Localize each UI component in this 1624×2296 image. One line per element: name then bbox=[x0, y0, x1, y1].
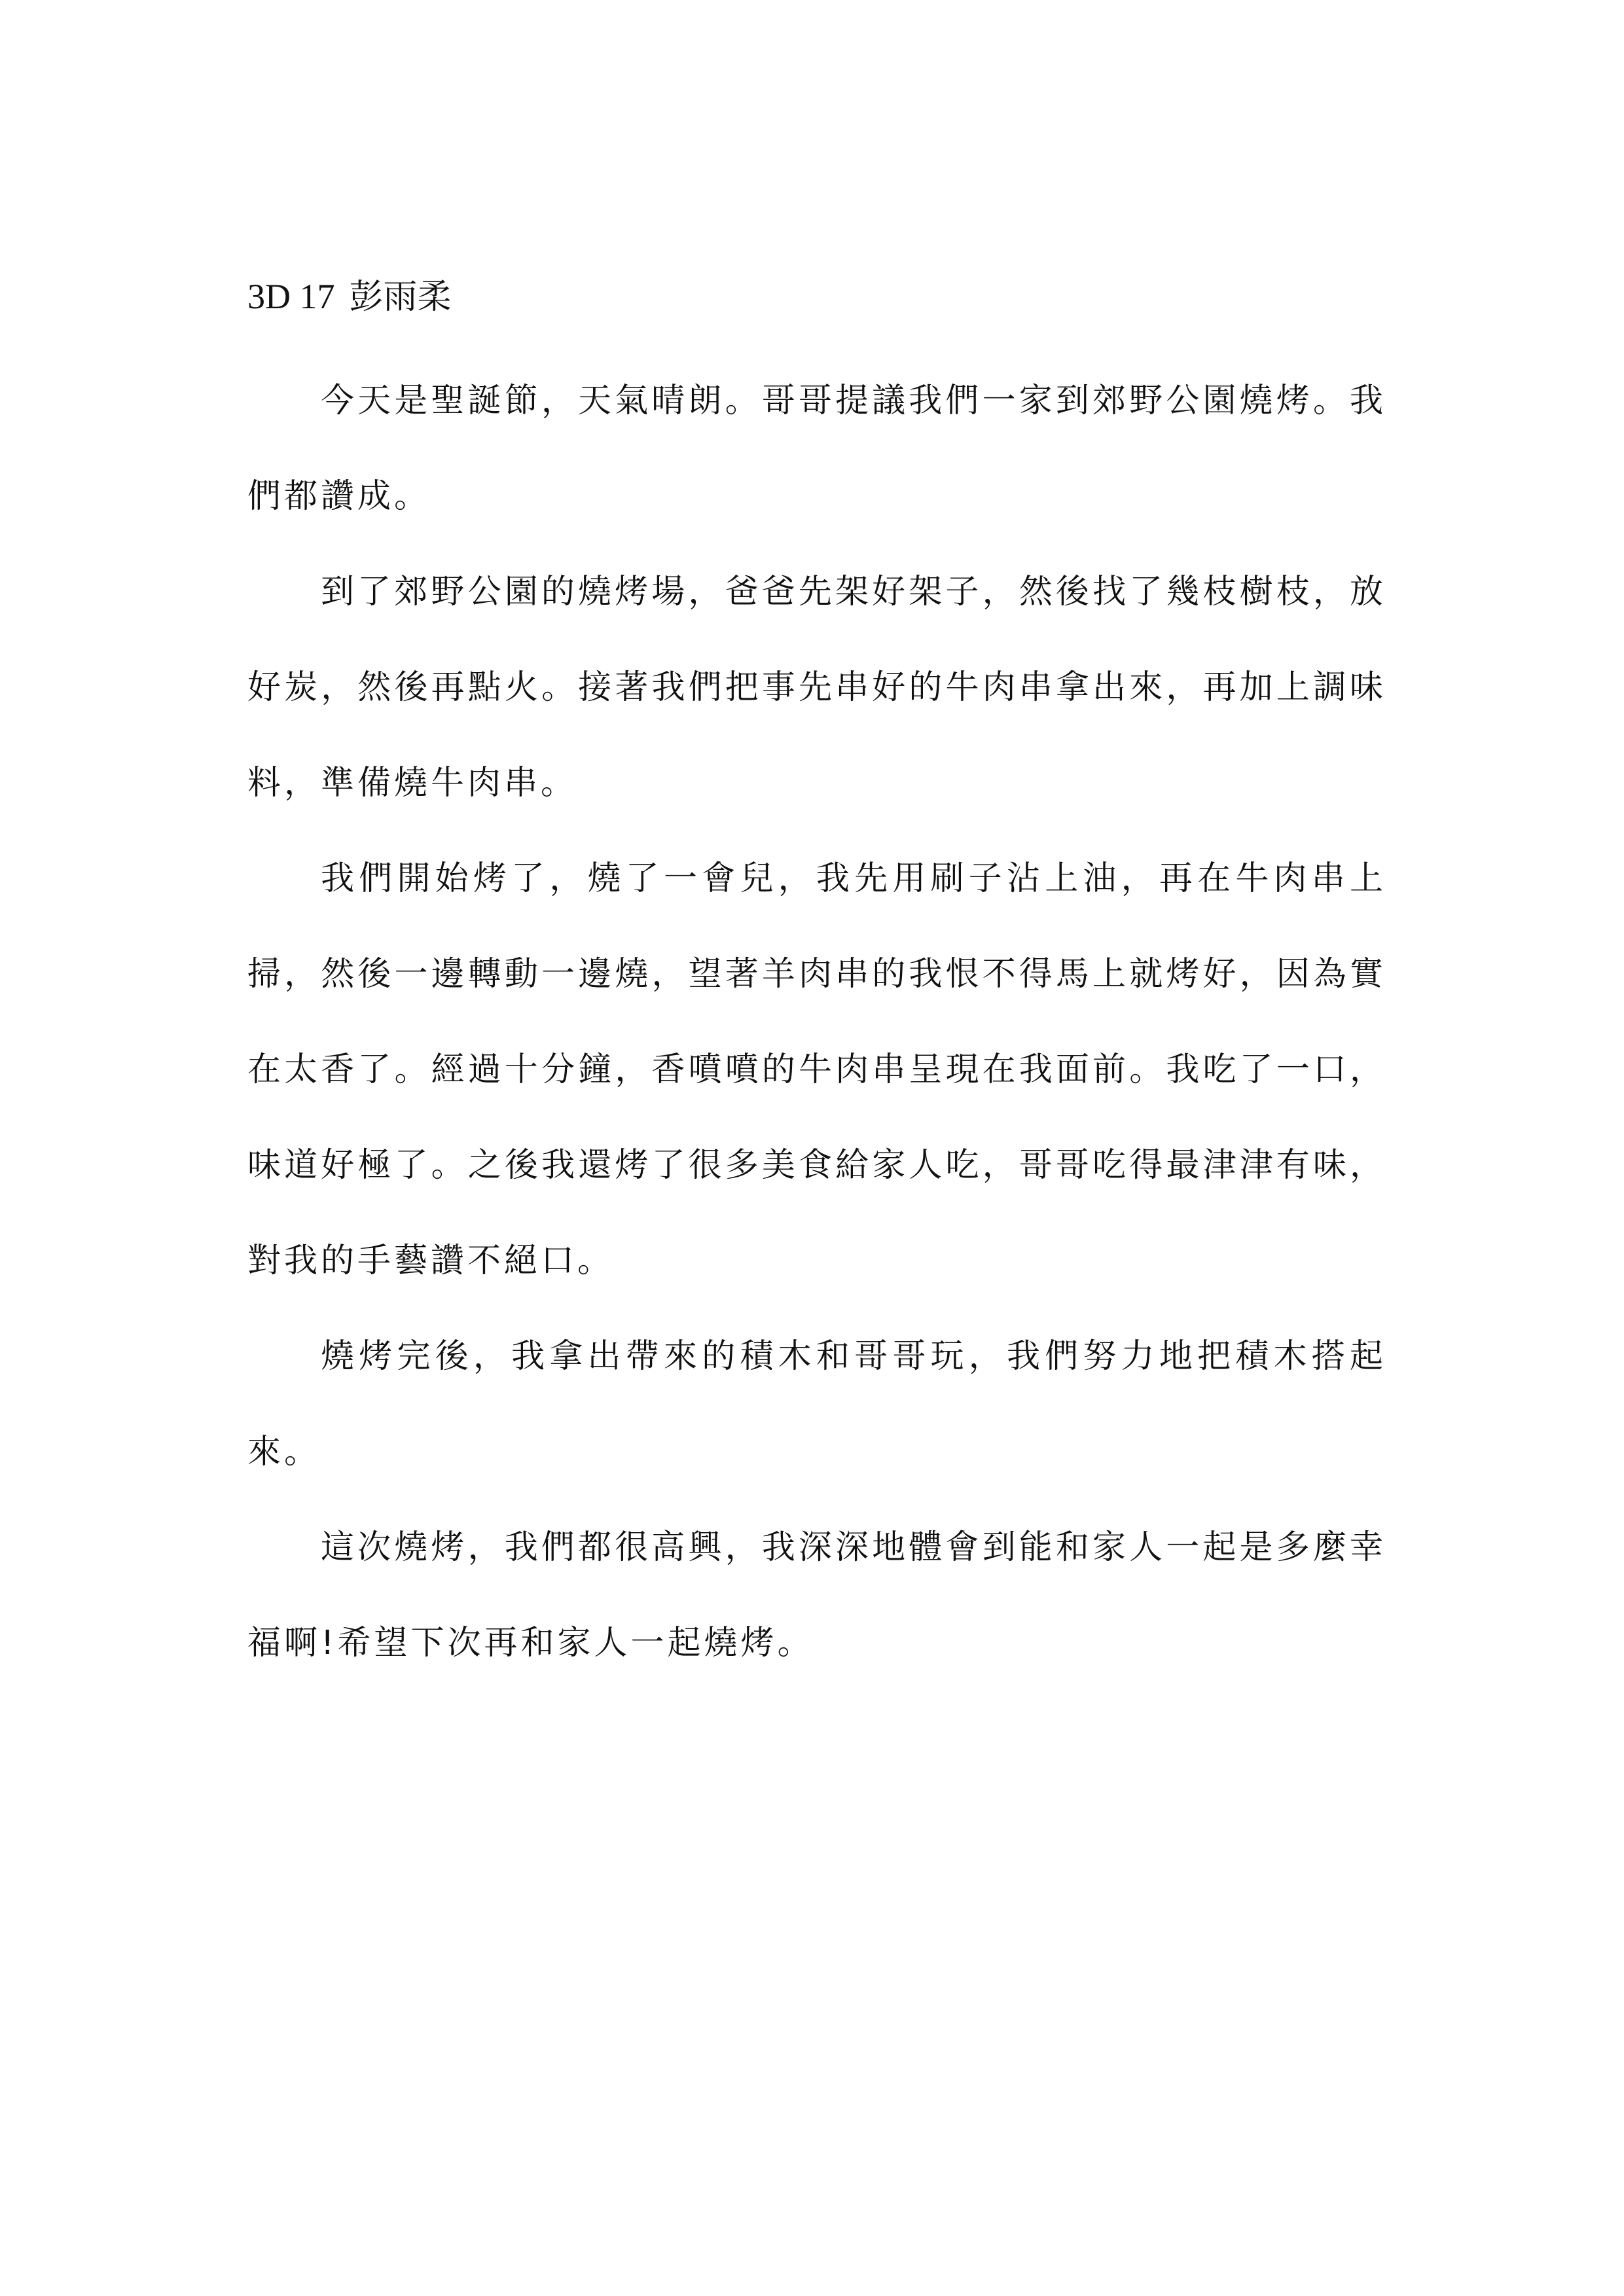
author-name: 彭雨柔 bbox=[349, 278, 452, 317]
paragraph: 這次燒烤，我們都很高興，我深深地體會到能和家人一起是多麼幸福啊!希望下次再和家人一起燒烤。 bbox=[247, 1528, 1386, 1662]
paragraph: 今天是聖誕節，天氣晴朗。哥哥提議我們一家到郊野公園燒烤。我們都讚成。 bbox=[247, 382, 1386, 516]
paragraph: 燒烤完後，我拿出帶來的積木和哥哥玩，我們努力地把積木搭起來。 bbox=[247, 1337, 1386, 1471]
paragraph: 到了郊野公園的燒烤場，爸爸先架好架子，然後找了幾枝樹枝，放好炭，然後再點火。接著我們把事先串好的牛肉串拿出來，再加上調味料，準備燒牛肉串。 bbox=[247, 573, 1386, 802]
paragraph: 我們開始烤了，燒了一會兒，我先用刷子沾上油，再在牛肉串上掃，然後一邊轉動一邊燒，望著羊肉串的我恨不得馬上就烤好，因為實在太香了。經過十分鐘，香噴噴的牛肉串呈現在我面前。我吃了一口，味道好極了。之後我還烤了很多美食給家人吃，哥哥吃得最津津有味，對我的手藝讚不絕口。 bbox=[247, 859, 1386, 1280]
class-number: 3D 17 bbox=[247, 277, 335, 316]
author-header bbox=[247, 275, 452, 319]
essay-body bbox=[247, 353, 1386, 1691]
